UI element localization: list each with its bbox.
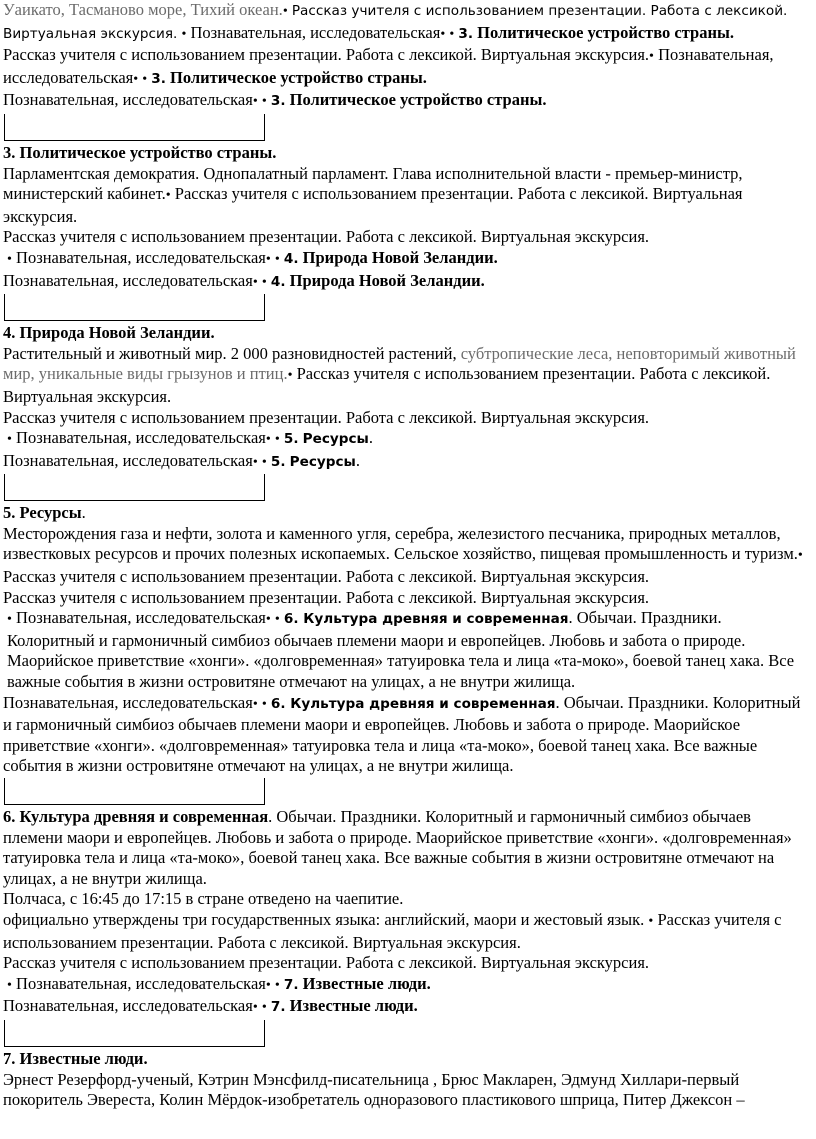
para (3, 428, 812, 451)
bullet: • (252, 1000, 258, 1016)
para (3, 693, 812, 777)
text: 5. Ресурсы (3, 503, 82, 523)
bullet: • (274, 977, 280, 993)
text: Обычаи. Праздники. Колоритный и гармоничный симбиоз обычаев племени маори и европейцев. Любовь и забота о природе. Маорийское приветствие «хонги». «долговременная» татуировка тела и лица «та-моко», боевой танец хака. Все важные события в жизни островитяне отмечают на улицах, а не внутри жилища. (7, 608, 795, 692)
bullet: • (165, 188, 171, 204)
text: 5. (270, 453, 286, 470)
bullet: • (7, 432, 12, 448)
text: Рассказ учителя с использованием презентации. Работа с лексикой. Виртуальная экскурсия. (3, 184, 743, 226)
table-cell-box (4, 1020, 265, 1047)
text: . (355, 450, 360, 470)
bullet: • (265, 977, 271, 993)
para (3, 974, 812, 997)
text: Месторождения газа и нефти, золота и каменного угля, серебра, железистого песчаника, природных металлов, известковых ресурсов и прочих полезных ископаемых. Сельское хозяйство, пищевая промышленность и туризм. (3, 523, 798, 564)
para (3, 608, 812, 692)
table-cell-box (4, 778, 265, 805)
bullet: • (449, 26, 455, 42)
bullet: • (261, 94, 267, 110)
table-cell-box (4, 294, 265, 321)
text: 5. (283, 431, 299, 448)
para (3, 45, 812, 90)
text: Рассказ учителя с использованием презентации. Работа с лексикой. Виртуальная экскурсия. (3, 45, 650, 65)
bullet: • (261, 274, 267, 290)
text: Растительный и животный мир. 2 000 разновидностей растений, (3, 343, 457, 363)
text: . (568, 608, 573, 628)
table-cell-box (4, 114, 265, 141)
text: Познавательная, исследовательская (16, 428, 266, 448)
bullet: • (440, 26, 446, 42)
bullet: • (252, 696, 258, 712)
text: Познавательная, исследовательская (3, 996, 253, 1016)
text: Рассказ учителя с использованием презентации. Работа с лексикой. Виртуальная экскурсия. (3, 3, 788, 42)
text: 4. (283, 250, 299, 267)
para: Рассказ учителя с использованием презентации. Работа с лексикой. Виртуальная экскурсия. (3, 227, 650, 247)
bullet: • (265, 612, 271, 628)
bullet: • (649, 49, 654, 65)
para (3, 807, 812, 889)
bullet: • (261, 454, 267, 470)
text: официально утверждены три государственных языка: английский, маори и жестовый язык. (3, 909, 645, 929)
section-title: 7. Известные люди. (3, 1048, 148, 1068)
para (3, 344, 812, 408)
text: 7. (270, 999, 286, 1016)
bullet: • (274, 612, 280, 628)
bullet: • (7, 251, 12, 267)
text: Политическое устройство страны. (289, 90, 547, 110)
text: . (81, 503, 86, 523)
text: . (268, 807, 273, 826)
para (3, 524, 812, 588)
para: Рассказ учителя с использованием презентации. Работа с лексикой. Виртуальная экскурсия. (3, 953, 650, 973)
bullet: • (261, 696, 267, 712)
text: Уаикато, Тасманово море, Тихий океан. (3, 0, 283, 19)
text: субтропические леса, неповторимый животный мир, уникальные виды грызунов и птиц. (3, 343, 796, 384)
bullet: • (282, 4, 288, 19)
para: Полчаса, с 16:45 до 17:15 в стране отведено на чаепитие. (3, 889, 404, 909)
text: Парламентская демократия. Однопалатный парламент. Глава исполнительной власти - премьер-министр, министерский кабинет. (3, 163, 743, 204)
section-title: 4. Природа Новой Зеландии. (3, 323, 215, 343)
text: Известные люди. (302, 973, 431, 993)
text: Познавательная, исследовательская (3, 450, 253, 470)
text: . (555, 692, 560, 712)
text: Ресурсы (302, 431, 369, 448)
text: Природа Новой Зеландии. (302, 247, 498, 267)
text: Рассказ учителя с использованием презентации. Работа с лексикой. Виртуальная экскурсия. (3, 909, 782, 952)
bullet: • (261, 1000, 267, 1016)
bullet: • (181, 26, 187, 42)
bullet: • (797, 548, 803, 564)
section-title (3, 503, 812, 524)
para-intro (3, 0, 812, 45)
text: Известные люди. (289, 996, 418, 1016)
text: 3. (458, 25, 474, 42)
text: 3. (151, 70, 166, 87)
section-title: 3. Политическое устройство страны. (3, 142, 277, 162)
text: Ресурсы (289, 453, 356, 470)
text: Политическое устройство страны. (170, 67, 427, 87)
text: 7. (283, 976, 299, 993)
para: Рассказ учителя с использованием презентации. Работа с лексикой. Виртуальная экскурсия. (3, 587, 650, 607)
text: Познавательная, исследовательская (16, 247, 266, 267)
text: Обычаи. Праздники. Колоритный и гармоничный симбиоз обычаев племени маори и европейцев. Любовь и забота о природе. Маорийское приветствие «хонги». «долговременная» татуировка тела и лица «та-моко», боевой танец хака. Все важные события в жизни островитяне отмечают на улицах, а не внутри жилища. (3, 692, 801, 776)
text: Рассказ учителя с использованием презентации. Работа с лексикой. Виртуальная экскурсия. (3, 364, 771, 406)
para (3, 271, 812, 294)
bullet: • (265, 251, 271, 267)
text: Познавательная, исследовательская (3, 692, 253, 712)
text: Познавательная, исследовательская (3, 45, 774, 87)
bullet: • (648, 913, 654, 929)
text: Обычаи. Праздники. Колоритный и гармоничный симбиоз обычаев племени маори и европейцев. Любовь и забота о природе. Маорийское приветствие «хонги». «долговременная» татуировка тела и лица «та-моко», боевой танец хака. Все важные события в жизни островитяне отмечают на улицах, а не внутри жилища. (3, 807, 792, 888)
para (3, 248, 812, 271)
para: Эрнест Резерфорд-ученый, Кэтрин Мэнсфилд-писательница , Брюс Макларен, Эдмунд Хиллари-первый покоритель Эвереста, Колин Мёрдок-изобретатель одноразового пластикового шприца, Питер Джексон – (3, 1069, 745, 1110)
bullet: • (142, 71, 148, 87)
bullet: • (274, 432, 280, 448)
text: 6. Культура древняя и современная (270, 695, 556, 712)
bullet: • (265, 432, 271, 448)
text: Познавательная, исследовательская (16, 608, 266, 628)
para (3, 996, 812, 1019)
para (3, 451, 812, 474)
bullet: • (252, 454, 258, 470)
text: 6. Культура древняя и современная (283, 611, 569, 628)
text: 4. (270, 273, 286, 290)
para (3, 910, 812, 953)
bullet: • (274, 251, 280, 267)
bullet: • (7, 977, 12, 993)
text: Политическое устройство страны. (477, 22, 735, 42)
text: Природа Новой Зеландии. (289, 270, 485, 290)
text: Познавательная, исследовательская (190, 22, 441, 42)
bullet: • (287, 368, 293, 384)
para (3, 90, 812, 113)
text: Рассказ учителя с использованием презентации. Работа с лексикой. Виртуальная экскурсия. (3, 567, 650, 587)
text: . (368, 428, 373, 448)
para: Рассказ учителя с использованием презентации. Работа с лексикой. Виртуальная экскурсия. (3, 407, 650, 427)
bullet: • (252, 94, 258, 110)
bullet: • (252, 274, 258, 290)
text: Познавательная, исследовательская (3, 270, 253, 290)
text: 3. (270, 93, 286, 110)
section-title: 6. Культура древняя и современная (3, 807, 269, 826)
bullet: • (7, 612, 12, 628)
text: Познавательная, исследовательская (3, 90, 253, 110)
table-cell-box (4, 474, 265, 501)
bullet: • (133, 71, 139, 87)
text: Познавательная, исследовательская (16, 973, 266, 993)
para (3, 164, 812, 228)
